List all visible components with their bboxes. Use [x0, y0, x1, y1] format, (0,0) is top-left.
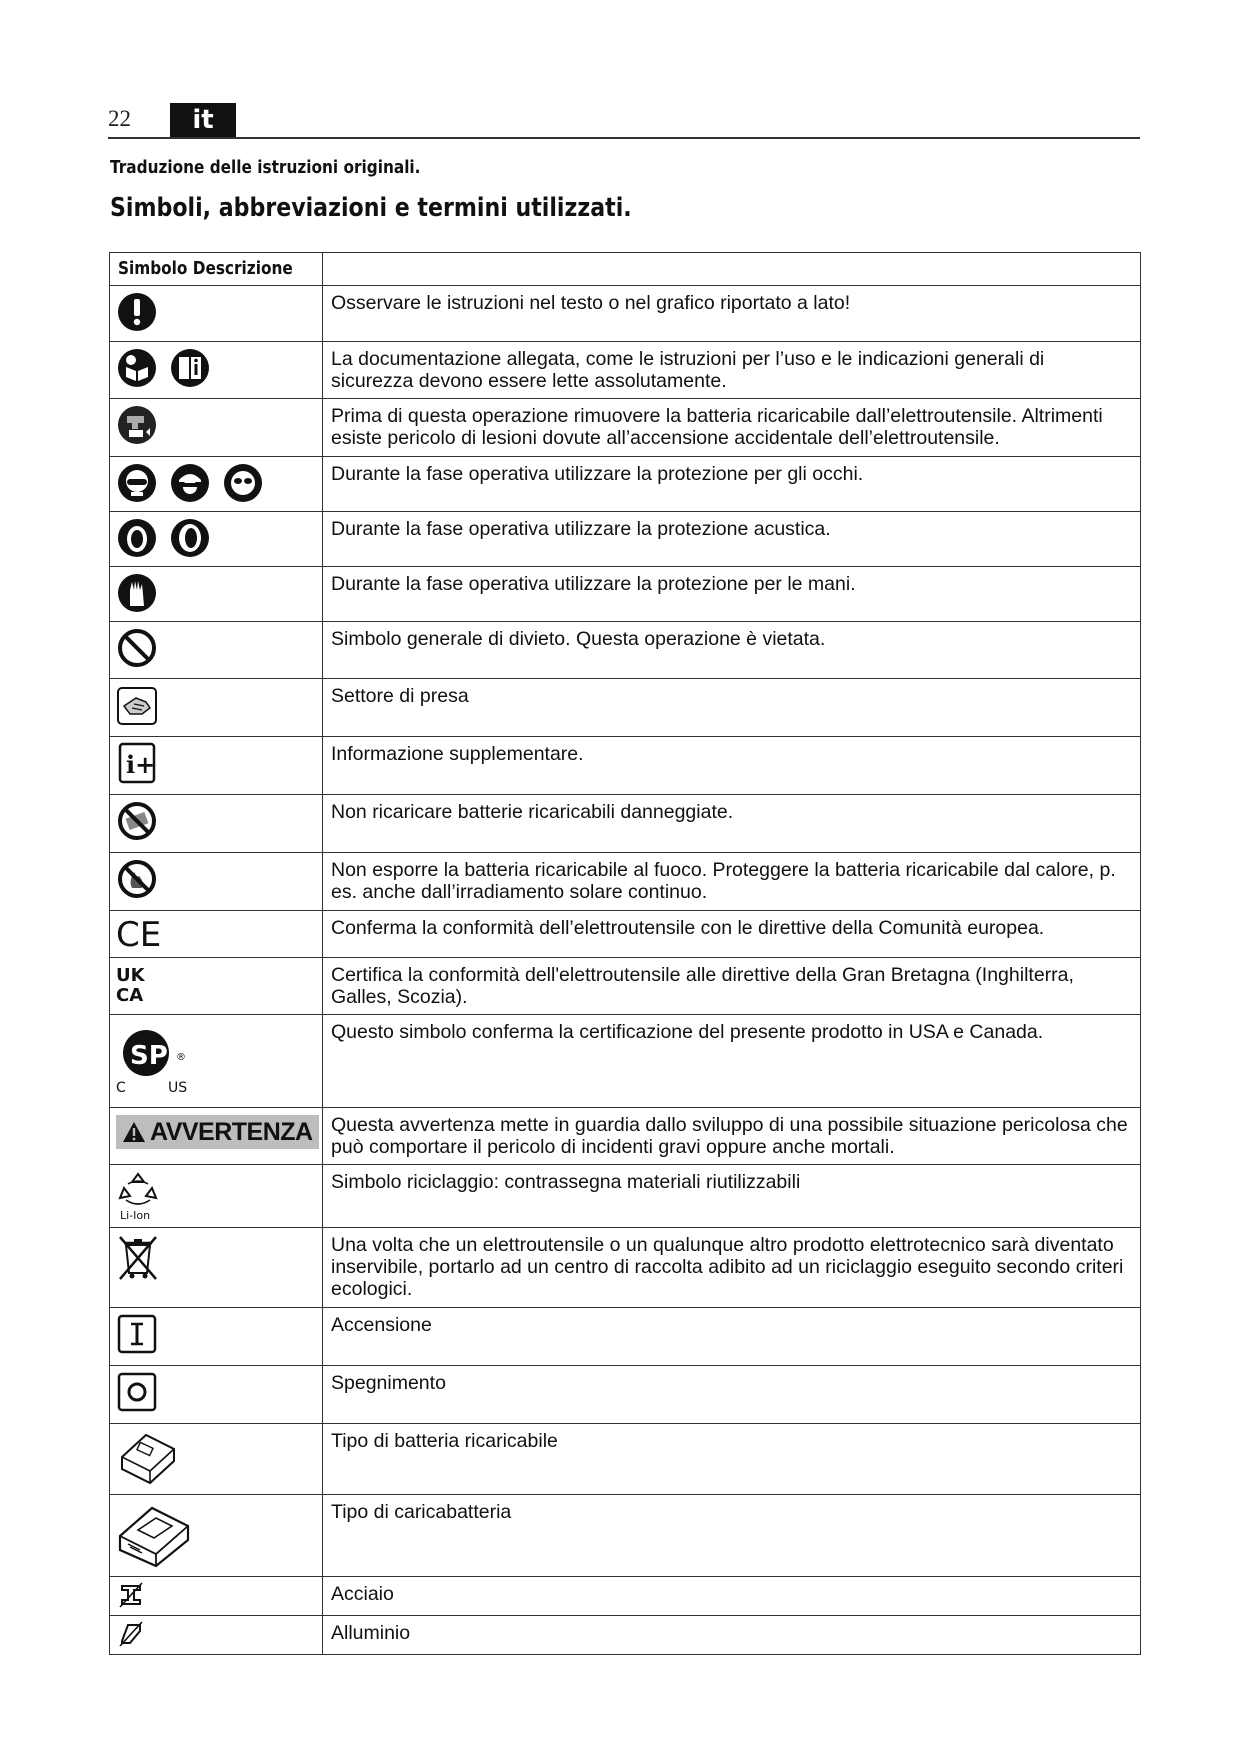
- description-cell: Alluminio: [323, 1616, 1141, 1655]
- description-cell: Acciaio: [323, 1577, 1141, 1616]
- description-cell: Non ricaricare batterie ricaricabili danneggiate.: [323, 795, 1141, 853]
- table-row: [110, 567, 1141, 622]
- aluminium-icon: [116, 1619, 146, 1649]
- description-cell: Osservare le istruzioni nel testo o nel grafico riportato a lato!: [323, 286, 1141, 342]
- description-cell: Accensione: [323, 1308, 1141, 1366]
- description-cell: Questo simbolo conferma la certificazione del presente prodotto in USA e Canada.: [323, 1015, 1141, 1108]
- description-cell: Non esporre la batteria ricaricabile al fuoco. Proteggere la batteria ricaricabile dal calore, p. es. anche dall’irradiamento solare continuo.: [323, 853, 1141, 911]
- svg-text:i+: i+: [126, 750, 156, 779]
- info-plus-icon: [116, 742, 158, 784]
- read-manual-icon: [116, 347, 158, 389]
- svg-text:CA: CA: [116, 985, 144, 1005]
- table-row: [110, 1366, 1141, 1424]
- table-row: [110, 1308, 1141, 1366]
- description-cell: Durante la fase operativa utilizzare la protezione per le mani.: [323, 567, 1141, 622]
- description-cell: Simbolo riciclaggio: contrassegna materiali riutilizzabili: [323, 1165, 1141, 1228]
- table-row: [110, 622, 1141, 679]
- table-row: [110, 911, 1141, 958]
- description-cell: Una volta che un elettroutensile o un qualunque altro prodotto elettrotecnico sarà diventato inservibile, portarlo ad un centro di raccolta adibito ad un riciclaggio eseguito secondo criteri ecologici.: [323, 1228, 1141, 1308]
- grip-area-icon: [116, 684, 158, 726]
- svg-text:CE: CE: [116, 916, 162, 952]
- remove-battery-icon: [116, 404, 158, 446]
- page-header: [108, 103, 1140, 139]
- table-row: [110, 1577, 1141, 1616]
- info-book-icon: [169, 347, 211, 389]
- ear-plugs-icon: [169, 517, 211, 559]
- svg-text:SP: SP: [130, 1041, 168, 1071]
- table-row: [110, 679, 1141, 737]
- description-cell: Durante la fase operativa utilizzare la protezione acustica.: [323, 512, 1141, 567]
- table-row: [110, 512, 1141, 567]
- description-cell: Settore di presa: [323, 679, 1141, 737]
- page-title: Simboli, abbreviazioni e termini utilizzati.: [110, 193, 632, 223]
- attention-icon: [116, 291, 158, 333]
- svg-text:Li-Ion: Li-Ion: [120, 1209, 151, 1222]
- table-row: [110, 1228, 1141, 1308]
- warning-banner-label: AVVERTENZA: [150, 1117, 313, 1146]
- battery-pack-icon: [116, 1429, 180, 1487]
- description-cell: Prima di questa operazione rimuovere la batteria ricaricabile dall’elettroutensile. Altrimenti esiste pericolo di lesioni dovute all’accensione accidentale dell’elettroutensile.: [323, 399, 1141, 457]
- table-row: [110, 853, 1141, 911]
- svg-text:C: C: [116, 1080, 126, 1096]
- table-row: [110, 1108, 1141, 1165]
- ukca-mark-icon: [116, 963, 156, 1005]
- table-row: [110, 286, 1141, 342]
- no-fire-battery-icon: [116, 858, 158, 900]
- description-cell: Simbolo generale di divieto. Questa operazione è vietata.: [323, 622, 1141, 679]
- description-cell: Tipo di caricabatteria: [323, 1495, 1141, 1577]
- table-row: [110, 457, 1141, 512]
- description-cell: Spegnimento: [323, 1366, 1141, 1424]
- steel-icon: [116, 1580, 146, 1610]
- table-row: [110, 958, 1141, 1015]
- face-shield-icon: [169, 462, 211, 504]
- warning-banner: [116, 1115, 319, 1149]
- gloves-icon: [116, 572, 158, 614]
- table-row: [110, 1165, 1141, 1228]
- charger-icon: [116, 1500, 192, 1568]
- warning-triangle-icon: [122, 1121, 146, 1143]
- table-row: [110, 1495, 1141, 1577]
- csa-mark-icon: [116, 1020, 206, 1096]
- table-header-row: [110, 253, 1141, 286]
- power-off-icon: [116, 1371, 158, 1413]
- description-cell: Conferma la conformità dell’elettroutensile con le direttive della Comunità europea.: [323, 911, 1141, 958]
- description-cell: Durante la fase operativa utilizzare la protezione per gli occhi.: [323, 457, 1141, 512]
- recycling-li-ion-icon: [116, 1170, 160, 1222]
- weee-bin-icon: [116, 1233, 160, 1281]
- svg-text:US: US: [168, 1080, 188, 1096]
- description-cell: Questa avvertenza mette in guardia dallo sviluppo di una possibile situazione pericolosa che può comportare il pericolo di incidenti gravi oppure anche mortali.: [323, 1108, 1141, 1165]
- goggles-icon: [116, 462, 158, 504]
- svg-text:UK: UK: [116, 965, 145, 986]
- table-row: [110, 1015, 1141, 1108]
- power-on-icon: [116, 1313, 158, 1355]
- description-cell: Tipo di batteria ricaricabile: [323, 1424, 1141, 1495]
- table-row: [110, 342, 1141, 399]
- page-number: 22: [108, 106, 131, 131]
- language-tab: it: [170, 103, 236, 137]
- document-subtitle: Traduzione delle istruzioni originali.: [110, 157, 421, 178]
- table-row: [110, 1424, 1141, 1495]
- ear-muffs-icon: [116, 517, 158, 559]
- svg-text:®: ®: [176, 1052, 186, 1063]
- prohibition-icon: [116, 627, 158, 669]
- description-cell: Certifica la conformità dell'elettroutensile alle direttive della Gran Bretagna (Inghilterra, Galles, Scozia).: [323, 958, 1141, 1015]
- no-damaged-battery-icon: [116, 800, 158, 842]
- table-row: [110, 795, 1141, 853]
- description-cell: Informazione supplementare.: [323, 737, 1141, 795]
- table-row: [110, 399, 1141, 457]
- table-row: [110, 737, 1141, 795]
- symbols-table: [109, 252, 1141, 1655]
- safety-glasses-icon: [222, 462, 264, 504]
- description-cell: La documentazione allegata, come le istruzioni per l’uso e le indicazioni generali di sicurezza devono essere lette assolutamente.: [323, 342, 1141, 399]
- ce-mark-icon: [116, 916, 162, 952]
- table-row: [110, 1616, 1141, 1655]
- table-header-label: Simbolo Descrizione: [118, 258, 293, 279]
